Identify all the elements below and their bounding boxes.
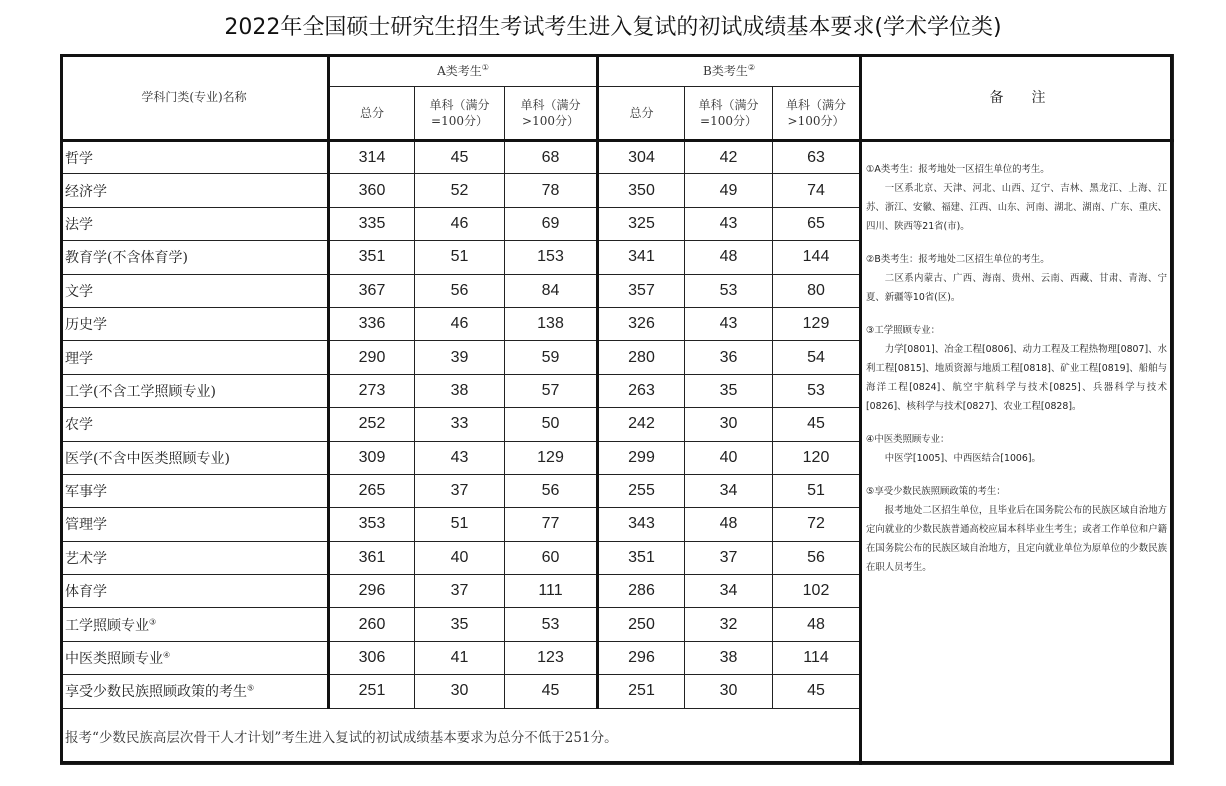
b-single-gt100: 53 [773,374,861,407]
a-single-gt100: 77 [505,508,598,541]
b-single-gt100: 74 [773,174,861,207]
a-single-100: 41 [415,641,505,674]
a-single-gt100: 78 [505,174,598,207]
b-total-header: 总分 [598,87,685,141]
subject-name: 中医类照顾专业④ [61,641,329,674]
a-total: 273 [329,374,415,407]
footer-note: 报考“少数民族高层次骨干人才计划”考生进入复试的初试成绩基本要求为总分不低于251分。 [61,708,861,764]
a-single-100: 46 [415,307,505,340]
b-single-gt100: 45 [773,675,861,708]
remark-3: ③工学照顾专业： 力学[0801]、冶金工程[0806]、动力工程及工程热物理[0807]、水利工程[0815]、地质资源与地质工程[0818]、矿业工程[0819]、船舶与海洋工程[0824]、航空宇航科学与技术[0825]、兵器科学与技术[0826]、核科学与技术[0827]、农业工程[0828]。 [866,325,1167,412]
a-single-gt100: 153 [505,241,598,274]
b-single-gt100: 45 [773,408,861,441]
b-single-gt100: 65 [773,207,861,240]
subject-name: 艺术学 [61,541,329,574]
a-single-gt100: 57 [505,374,598,407]
a-single-gt100: 59 [505,341,598,374]
b-single-gt100: 56 [773,541,861,574]
footnote-marker: ② [747,62,755,72]
a-single-100: 51 [415,508,505,541]
a-single-gt100: 111 [505,575,598,608]
remark-5: ⑤享受少数民族照顾政策的考生： 报考地处二区招生单位，且毕业后在国务院公布的民族区域自治地方定向就业的少数民族普通高校应届本科毕业生考生；或者工作单位和户籍在国务院公布的民族区域自治地方，且定向就业单位为原单位的少数民族在职人员考生。 [866,486,1167,573]
footnote-marker: ④ [163,650,171,660]
remark-1: ①A类考生：报考地处一区招生单位的考生。 一区系北京、天津、河北、山西、辽宁、吉林、黑龙江、上海、江苏、浙江、安徽、福建、江西、山东、河南、湖北、湖南、广东、重庆、四川、陕西等21省(市)。 [866,164,1167,232]
a-total: 336 [329,307,415,340]
b-total: 251 [598,675,685,708]
b-single-gt100: 72 [773,508,861,541]
subject-name: 理学 [61,341,329,374]
footnote-marker: ① [481,62,489,72]
a-single-100: 46 [415,207,505,240]
b-total: 263 [598,374,685,407]
b-total: 250 [598,608,685,641]
a-total: 290 [329,341,415,374]
a-single-100: 38 [415,374,505,407]
a-single-gt100: 129 [505,441,598,474]
b-single-gt100: 129 [773,307,861,340]
a-single-gt100-header: 单科（满分 >100分） [505,87,598,141]
remark-4: ④中医类照顾专业： 中医学[1005]、中西医结合[1006]。 [866,434,1041,464]
a-single-gt100: 138 [505,307,598,340]
b-total: 286 [598,575,685,608]
a-total: 361 [329,541,415,574]
footnote-marker: ③ [149,617,157,626]
subject-name: 教育学(不含体育学) [61,241,329,274]
a-total: 265 [329,474,415,507]
a-total: 360 [329,174,415,207]
subject-name: 管理学 [61,508,329,541]
subject-name: 医学(不含中医类照顾专业) [61,441,329,474]
b-single-gt100: 48 [773,608,861,641]
b-single-100: 48 [685,508,773,541]
b-single-100: 40 [685,441,773,474]
b-single-100-header: 单科（满分 =100分） [685,87,773,141]
a-single-100: 52 [415,174,505,207]
a-single-100: 39 [415,341,505,374]
remarks-header: 备注 [861,55,1174,141]
b-single-100: 30 [685,408,773,441]
b-single-100: 37 [685,541,773,574]
subject-name: 经济学 [61,174,329,207]
a-single-100: 30 [415,675,505,708]
b-single-100: 42 [685,141,773,174]
b-total: 325 [598,207,685,240]
b-total: 350 [598,174,685,207]
b-total: 255 [598,474,685,507]
a-single-gt100: 53 [505,608,598,641]
b-single-100: 30 [685,675,773,708]
b-total: 242 [598,408,685,441]
b-single-gt100: 144 [773,241,861,274]
a-single-gt100: 123 [505,641,598,674]
a-total: 351 [329,241,415,274]
b-total: 351 [598,541,685,574]
a-single-gt100: 68 [505,141,598,174]
b-single-100: 43 [685,207,773,240]
b-single-100: 48 [685,241,773,274]
b-total: 357 [598,274,685,307]
a-total: 309 [329,441,415,474]
subject-name: 历史学 [61,307,329,340]
b-single-100: 36 [685,341,773,374]
b-total: 296 [598,641,685,674]
b-total: 304 [598,141,685,174]
subject-name: 工学照顾专业③ [61,608,329,641]
b-total: 343 [598,508,685,541]
remark-2: ②B类考生：报考地处二区招生单位的考生。 二区系内蒙古、广西、海南、贵州、云南、西藏、甘肃、青海、宁夏、新疆等10省(区)。 [866,254,1167,303]
a-single-100: 51 [415,241,505,274]
a-total: 367 [329,274,415,307]
subject-name: 工学(不含工学照顾专业) [61,374,329,407]
a-single-100-header: 单科（满分 =100分） [415,87,505,141]
subject-name: 法学 [61,207,329,240]
subject-name: 农学 [61,408,329,441]
a-single-gt100: 50 [505,408,598,441]
subject-name: 体育学 [61,575,329,608]
a-total: 353 [329,508,415,541]
b-single-100: 38 [685,641,773,674]
page-title: 2022年全国硕士研究生招生考试考生进入复试的初试成绩基本要求(学术学位类) [224,15,1002,40]
b-single-100: 43 [685,307,773,340]
a-single-gt100: 56 [505,474,598,507]
table-border [60,54,1173,764]
subject-name: 文学 [61,274,329,307]
b-single-gt100: 54 [773,341,861,374]
a-total: 260 [329,608,415,641]
b-single-gt100: 63 [773,141,861,174]
a-single-100: 40 [415,541,505,574]
b-single-gt100: 102 [773,575,861,608]
b-total: 326 [598,307,685,340]
b-single-gt100: 114 [773,641,861,674]
group-b-header: B类考生② [598,55,861,87]
b-single-100: 34 [685,575,773,608]
subject-column-header: 学科门类(专业)名称 [61,55,329,141]
a-total: 252 [329,408,415,441]
b-single-100: 49 [685,174,773,207]
a-single-gt100: 60 [505,541,598,574]
b-single-gt100-header: 单科（满分 >100分） [773,87,861,141]
b-single-gt100: 51 [773,474,861,507]
group-a-header: A类考生① [329,55,598,87]
a-single-gt100: 45 [505,675,598,708]
a-single-100: 43 [415,441,505,474]
a-total-header: 总分 [329,87,415,141]
b-single-100: 53 [685,274,773,307]
b-total: 341 [598,241,685,274]
a-total: 314 [329,141,415,174]
a-single-100: 35 [415,608,505,641]
b-single-100: 35 [685,374,773,407]
subject-name: 军事学 [61,474,329,507]
a-total: 306 [329,641,415,674]
a-total: 251 [329,675,415,708]
a-total: 335 [329,207,415,240]
a-single-100: 37 [415,575,505,608]
b-single-gt100: 80 [773,274,861,307]
a-single-100: 33 [415,408,505,441]
b-single-100: 34 [685,474,773,507]
a-single-gt100: 69 [505,207,598,240]
a-total: 296 [329,575,415,608]
b-total: 280 [598,341,685,374]
b-single-100: 32 [685,608,773,641]
a-single-gt100: 84 [505,274,598,307]
a-single-100: 37 [415,474,505,507]
a-single-100: 45 [415,141,505,174]
a-single-100: 56 [415,274,505,307]
b-single-gt100: 120 [773,441,861,474]
footnote-marker: ⑤ [247,683,255,693]
subject-name: 享受少数民族照顾政策的考生⑤ [61,675,329,708]
subject-name: 哲学 [61,141,329,174]
b-total: 299 [598,441,685,474]
